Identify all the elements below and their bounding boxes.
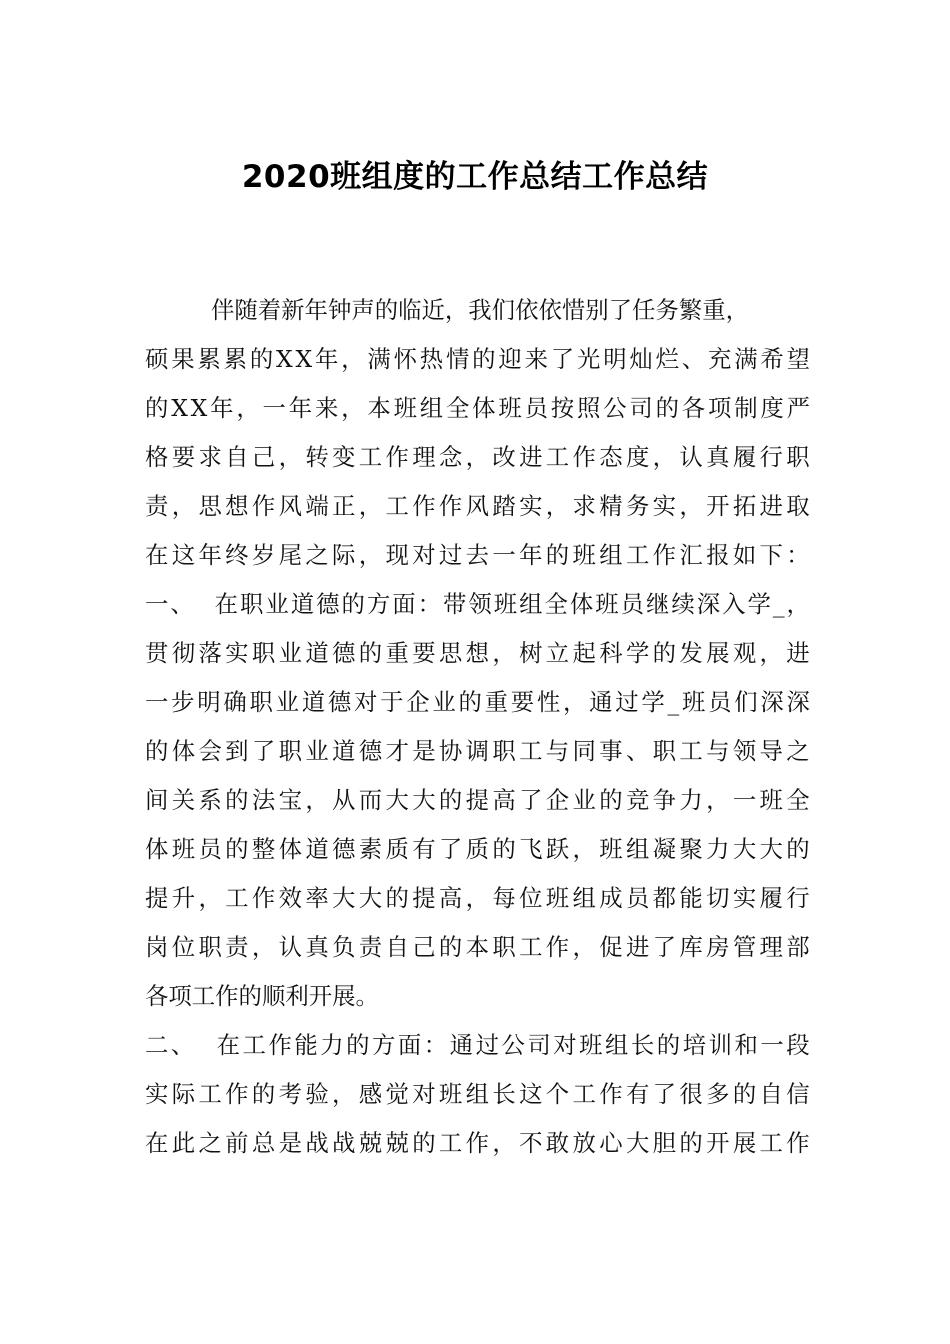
- paragraph-line: 间 关 系 的 法 宝 ， 从 而 大 大 的 提 高 了 企 业 的 竞 争 力 ， 一 班 全: [145, 786, 810, 814]
- paragraph-line: 的 体 会 到 了 职 业 道 德 才 是 协 调 职 工 与 同 事 、 职 工 与 领 导 之: [145, 737, 810, 765]
- paragraph-line: 责 ， 思 想 作 风 端 正 ， 工 作 作 风 踏 实 ， 求 精 务 实 ， 开 拓 进 取: [145, 492, 810, 520]
- paragraph-line: 在 此 之 前 总 是 战 战 兢 兢 的 工 作 ， 不 敢 放 心 大 胆 的 开 展 工 作: [145, 1129, 810, 1157]
- paragraph-line: 提 升 ， 工 作 效 率 大 大 的 提 高 ， 每 位 班 组 成 员 都 能 切 实 履 行: [145, 884, 810, 912]
- paragraph-line: 贯 彻 落 实 职 业 道 德 的 重 要 思 想 ， 树 立 起 科 学 的 发 展 观 ， 进: [145, 639, 810, 667]
- document-body: [145, 286, 810, 1168]
- paragraph-line: 在 这 年 终 岁 尾 之 际 ， 现 对 过 去 一 年 的 班 组 工 作 汇 报 如 下 ：: [145, 541, 810, 569]
- paragraph-line: 体 班 员 的 整 体 道 德 素 质 有 了 质 的 飞 跃 ， 班 组 凝 聚 力 大 大 的: [145, 835, 810, 863]
- paragraph-line: 格 要 求 自 己 ， 转 变 工 作 理 念 ， 改 进 工 作 态 度 ， 认 真 履 行 职: [145, 443, 810, 471]
- section-heading-line: 一 、 在 职 业 道 德 的 方 面 ： 带 领 班 组 全 体 班 员 继 续 深 入 学 _ ，: [145, 590, 810, 618]
- paragraph-line: 硕 果 累 累 的 X X 年 ， 满 怀 热 情 的 迎 来 了 光 明 灿 烂 、 充 满 希 望: [145, 345, 810, 373]
- document-title: 2020班组度的工作总结工作总结: [241, 159, 709, 195]
- paragraph-line: 岗 位 职 责 ， 认 真 负 责 自 己 的 本 职 工 作 ， 促 进 了 库 房 管 理 部: [145, 933, 810, 961]
- section-heading-line: 二 、 在 工 作 能 力 的 方 面 ： 通 过 公 司 对 班 组 长 的 培 训 和 一 段: [145, 1031, 810, 1059]
- paragraph-line: 各项工作的顺利开展。: [145, 982, 379, 1010]
- paragraph-line: 实 际 工 作 的 考 验 ， 感 觉 对 班 组 长 这 个 工 作 有 了 很 多 的 自 信: [145, 1080, 810, 1108]
- paragraph-line: 的 X X 年 ， 一 年 来 ， 本 班 组 全 体 班 员 按 照 公 司 的 各 项 制 度 严: [145, 394, 810, 422]
- paragraph-line: 伴随着新年钟声的临近，我们依依惜别了任务繁重，: [211, 296, 749, 324]
- paragraph-line: 一 步 明 确 职 业 道 德 对 于 企 业 的 重 要 性 ， 通 过 学 _ 班 员 们 深 深: [145, 688, 810, 716]
